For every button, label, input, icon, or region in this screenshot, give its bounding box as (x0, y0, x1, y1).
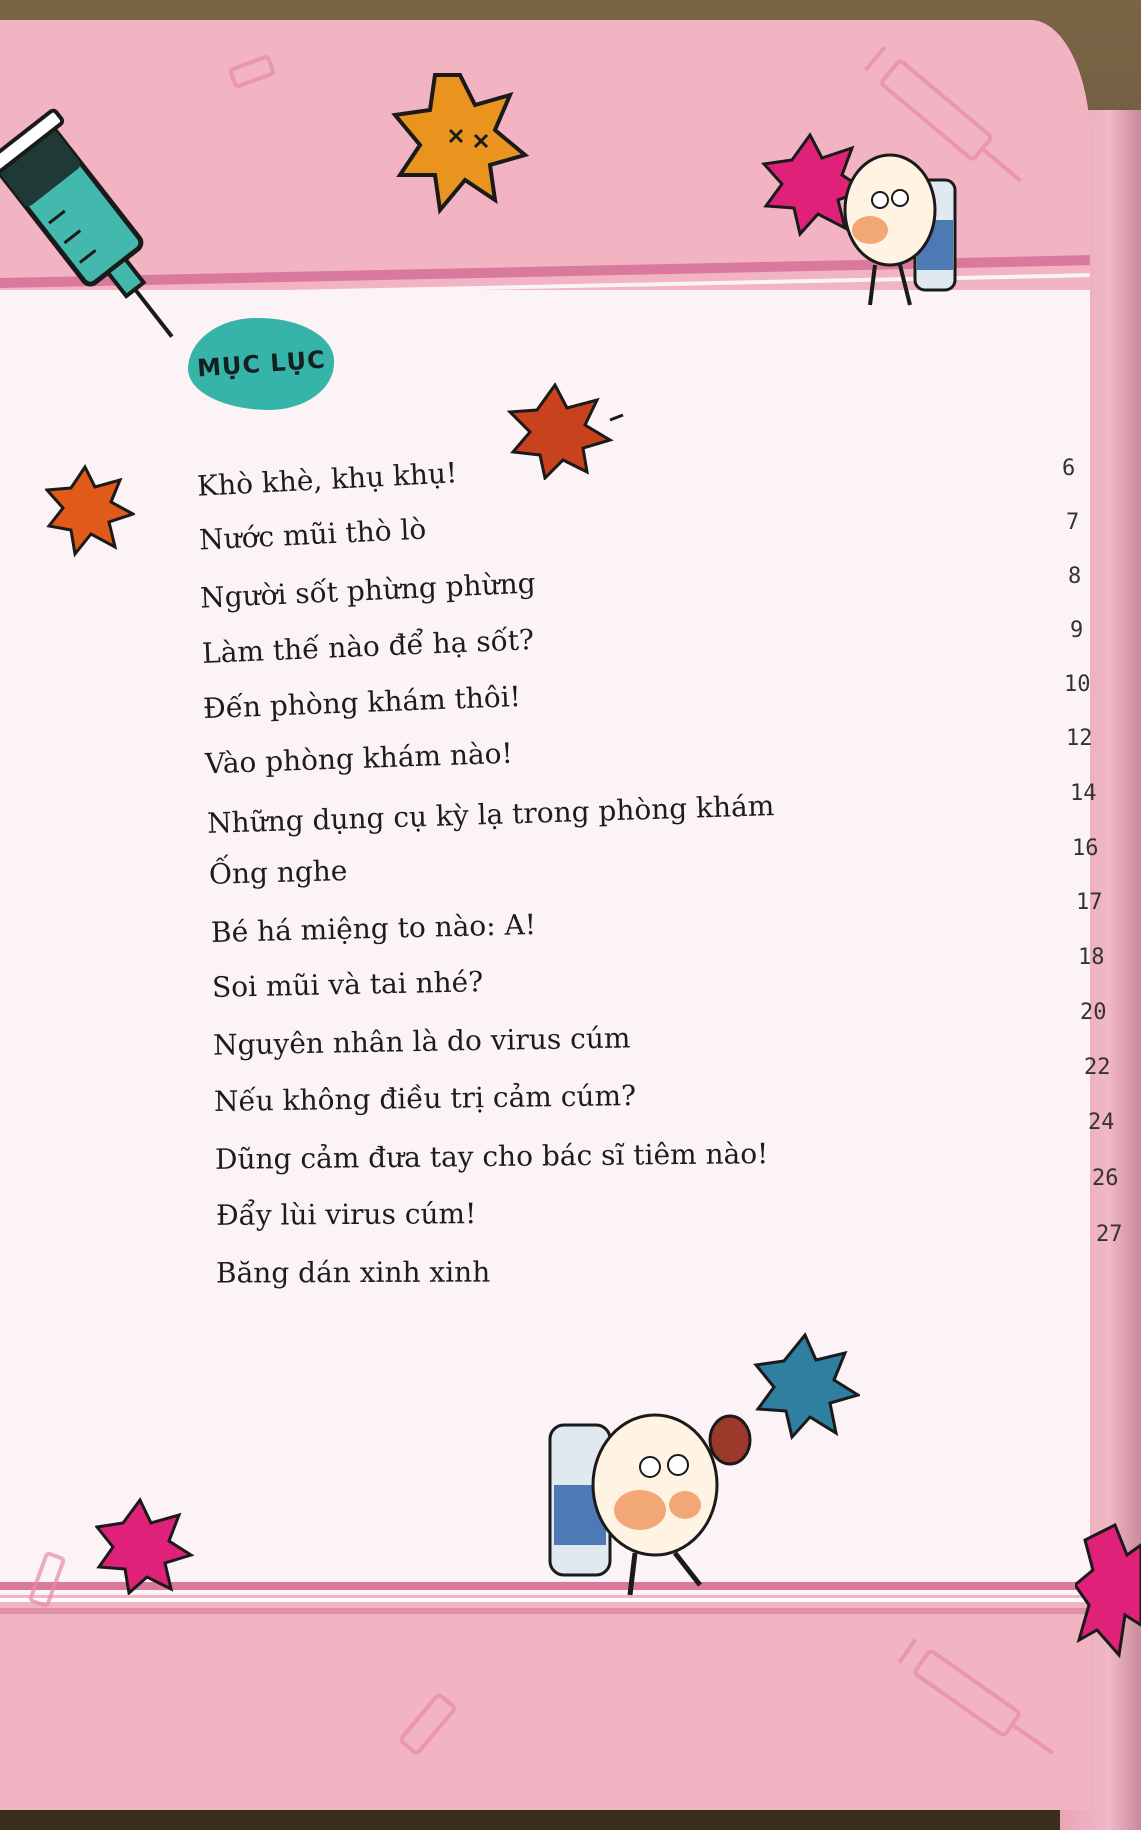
toc-entry-title[interactable]: Ống nghe (208, 854, 348, 891)
toc-entry-title[interactable]: Khò khè, khụ khụ! (196, 456, 458, 503)
toc-entry-page: 14 (1070, 781, 1097, 806)
toc-entry-page: 20 (1080, 1000, 1107, 1025)
toc-entry-page: 7 (1066, 510, 1080, 535)
toc-entry-title[interactable]: Nguyên nhân là do virus cúm (212, 1021, 631, 1062)
toc-entry-title[interactable]: Những dụng cụ kỳ lạ trong phòng khám (206, 789, 775, 840)
toc-entry-page: 18 (1078, 945, 1105, 970)
toc-entry-page: 26 (1092, 1166, 1119, 1191)
section-title: MỤC LỤC (195, 345, 327, 383)
toc-entry-page: 16 (1072, 836, 1099, 861)
toc-entry-page: 9 (1070, 618, 1084, 643)
toc-entry-title[interactable]: Đến phòng khám thôi! (202, 679, 522, 726)
toc-entry-title[interactable]: Người sốt phừng phừng (199, 566, 537, 615)
toc-entry-page: 17 (1076, 890, 1103, 915)
toc-entry-title[interactable]: Nếu không điều trị cảm cúm? (213, 1079, 637, 1118)
toc-entry-page: 27 (1096, 1222, 1123, 1247)
toc-entry-page: 8 (1068, 564, 1082, 589)
toc-entry-title[interactable]: Vào phòng khám nào! (204, 736, 514, 781)
toc-entry-title[interactable]: Bé há miệng to nào: A! (210, 908, 537, 949)
toc-entry-title[interactable]: Dũng cảm đưa tay cho bác sĩ tiêm nào! (214, 1137, 769, 1176)
toc-entry-page: 12 (1066, 726, 1093, 751)
toc-entry-page: 24 (1088, 1110, 1115, 1135)
toc-entry-title[interactable]: Làm thế nào để hạ sốt? (201, 623, 535, 670)
toc-entry-page: 10 (1064, 672, 1091, 697)
toc-entry-page: 22 (1084, 1055, 1111, 1080)
toc-entry-title[interactable]: Nước mũi thò lò (198, 512, 427, 557)
toc-entry-page: 6 (1062, 456, 1076, 481)
toc-entry-title[interactable]: Băng dán xinh xinh (215, 1255, 491, 1290)
toc-entry-title[interactable]: Đẩy lùi virus cúm! (215, 1197, 477, 1232)
toc-entry-title[interactable]: Soi mũi và tai nhé? (211, 965, 484, 1004)
